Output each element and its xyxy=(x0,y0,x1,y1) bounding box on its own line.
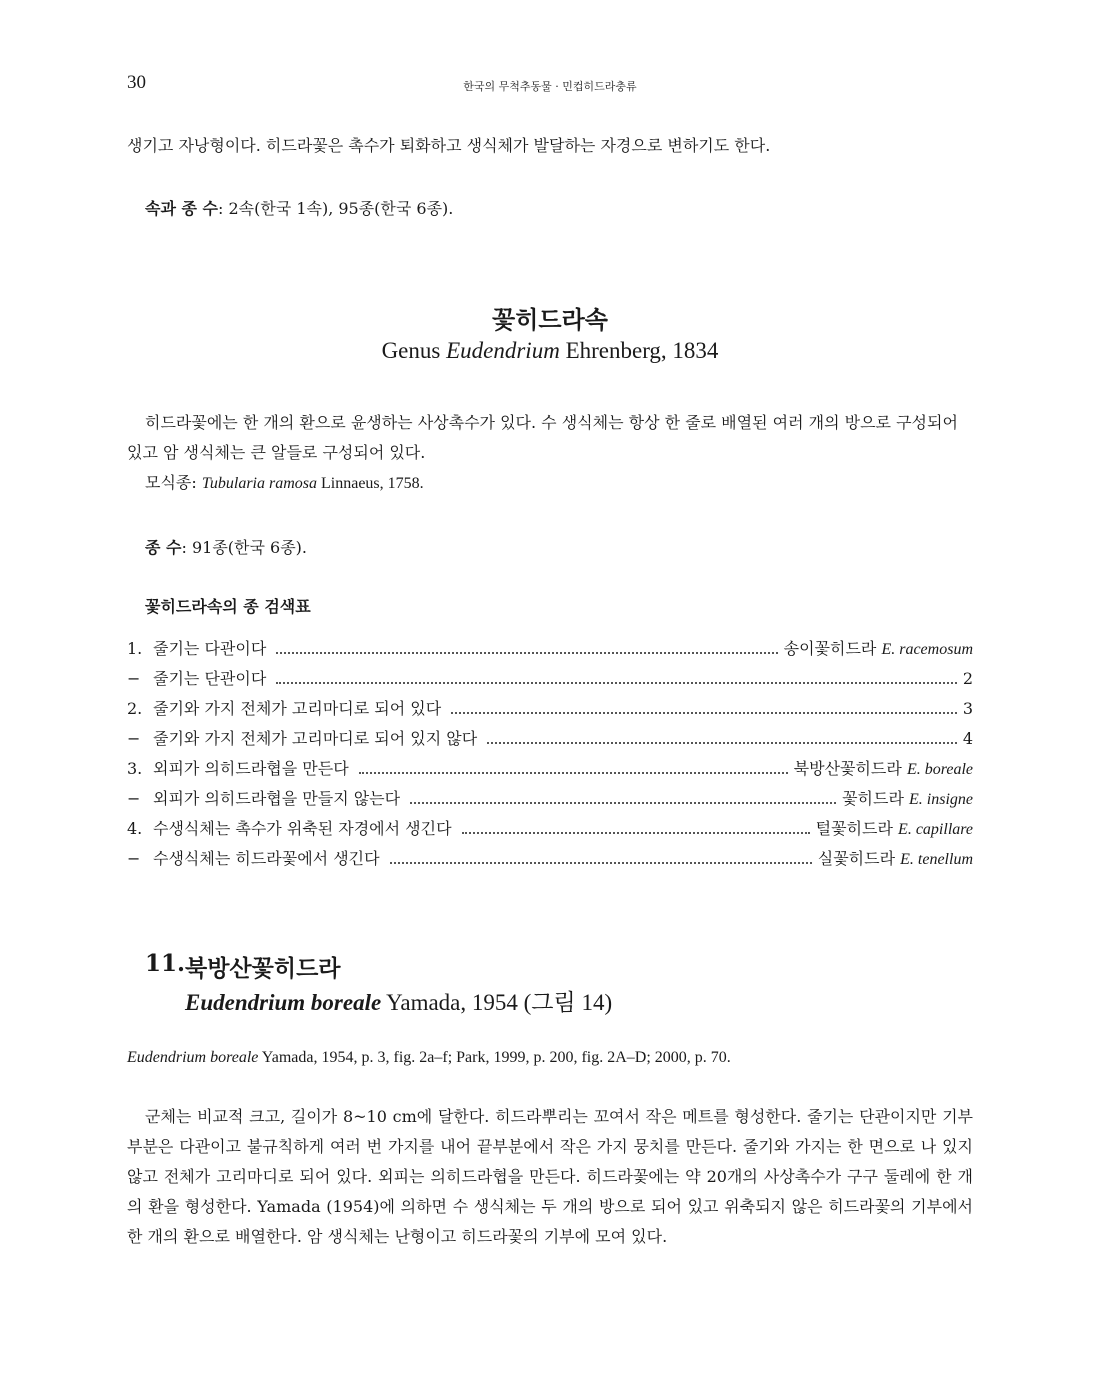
key-result xyxy=(957,729,973,749)
key-number: − xyxy=(127,729,141,748)
key-leader-dots xyxy=(451,712,957,714)
genus-counts-label: 종 수 xyxy=(145,538,182,557)
species-author: Yamada, 1954 (그림 14) xyxy=(381,990,613,1015)
key-row xyxy=(127,756,973,786)
genus-title-latin xyxy=(0,338,1100,364)
key-result-korean: 송이꽃히드라 xyxy=(783,639,882,658)
species-description: 군체는 비교적 크고, 길이가 8~10 cm에 달한다. 히드라뿌리는 꼬여서 작은 메트를 형성한다. 줄기는 단관이지만 기부 부분은 다관이고 불규칙하게 여러 번 가지를 내어 끝부분에서 작은 가지 뭉치를 만든다. 줄기와 가지는 한 면으로 나 있지 않고 전체가 고리마디로 되어 있다. 외피는 의히드라협을 만든다. 히드라꽃에는 약 20개의 사상촉수가 구구 둘레에 한 개의 환을 형성한다. Yamada (1954)에 의하면 수 생식체는 두 개의 방으로 되어 있고 위축되지 않은 히드라꽃의 기부에서 한 개의 환으로 배열한다. 암 생식체는 난형이고 히드라꽃의 기부에 모여 있다. xyxy=(127,1107,973,1246)
key-result xyxy=(810,816,973,839)
intro-text: 생기고 자낭형이다. 히드라꽃은 촉수가 퇴화하고 생식체가 발달하는 자경으로 변하기도 한다. xyxy=(127,136,771,155)
synonymy-scientific-name: Eudendrium boreale xyxy=(127,1049,259,1066)
key-result-korean: 2 xyxy=(962,669,973,688)
synonymy-references: Yamada, 1954, p. 3, fig. 2a–f; Park, 1999, p. 200, fig. 2A–D; 2000, p. 70. xyxy=(258,1049,731,1066)
key-result-korean: 털꽃히드라 xyxy=(815,819,899,838)
key-result-korean: 북방산꽃히드라 xyxy=(793,759,907,778)
key-result-korean: 4 xyxy=(962,729,973,748)
genus-title-prefix: Genus xyxy=(381,338,447,363)
key-result-korean: 3 xyxy=(962,699,973,718)
family-counts-value: : 2속(한국 1속), 95종(한국 6종). xyxy=(217,199,454,218)
key-result xyxy=(788,756,973,779)
key-row xyxy=(127,846,973,876)
genus-counts xyxy=(145,535,307,558)
key-title: 꽃히드라속의 종 검색표 xyxy=(145,597,311,616)
key-result xyxy=(957,669,973,689)
family-counts-label: 속과 종 수 xyxy=(145,199,218,218)
identification-key xyxy=(127,636,973,876)
species-name-korean: 북방산꽃히드라 xyxy=(185,955,341,982)
key-description: 외피가 의히드라협을 만든다 xyxy=(153,759,349,778)
page-number: 30 xyxy=(127,72,146,93)
genus-counts-value: : 91종(한국 6종). xyxy=(181,538,307,557)
key-result-korean: 실꽃히드라 xyxy=(817,849,901,868)
type-species-name: Tubularia ramosa xyxy=(201,475,317,492)
type-species-label: 모식종: xyxy=(145,473,202,492)
genus-title-korean: 꽃히드라속 xyxy=(492,305,608,334)
key-description: 줄기는 단관이다 xyxy=(153,669,267,688)
species-scientific-name: Eudendrium boreale xyxy=(185,990,382,1015)
species-synonymy xyxy=(127,1043,973,1073)
key-row xyxy=(127,726,973,756)
species-number: 11. xyxy=(145,950,186,977)
key-leader-dots xyxy=(276,682,957,684)
key-description: 줄기와 가지 전체가 고리마디로 되어 있지 않다 xyxy=(153,729,478,748)
key-description: 줄기는 다관이다 xyxy=(153,639,267,658)
key-result xyxy=(778,636,973,659)
key-number: 4. xyxy=(127,819,143,838)
type-species xyxy=(145,468,424,499)
running-title: 한국의 무척추동물 · 민컵히드라충류 xyxy=(463,80,637,93)
family-counts xyxy=(145,196,453,219)
key-result xyxy=(836,786,973,809)
type-species-author: Linnaeus, 1758. xyxy=(317,475,424,492)
key-leader-dots xyxy=(462,832,810,834)
key-result-scientific: E. racemosum xyxy=(881,641,973,658)
key-result-scientific: E. insigne xyxy=(909,791,973,808)
key-description: 수생식체는 히드라꽃에서 생긴다 xyxy=(153,849,380,868)
genus-description: 히드라꽃에는 한 개의 환으로 윤생하는 사상촉수가 있다. 수 생식체는 항상 한 줄로 배열된 여러 개의 방으로 구성되어 있고 암 생식체는 큰 알들로 구성되어 있다. xyxy=(127,413,958,462)
page-header xyxy=(127,72,973,96)
species-name-latin xyxy=(185,984,612,1017)
key-number: − xyxy=(127,669,141,688)
key-number: − xyxy=(127,849,141,868)
key-row xyxy=(127,666,973,696)
key-number: 2. xyxy=(127,699,143,718)
key-description: 외피가 의히드라협을 만들지 않는다 xyxy=(153,789,401,808)
key-result-scientific: E. capillare xyxy=(898,821,973,838)
key-leader-dots xyxy=(390,862,812,864)
key-leader-dots xyxy=(410,802,836,804)
key-row xyxy=(127,636,973,666)
key-leader-dots xyxy=(276,652,777,654)
key-leader-dots xyxy=(487,742,957,744)
key-row xyxy=(127,786,973,816)
key-row xyxy=(127,696,973,726)
key-result-scientific: E. boreale xyxy=(906,761,973,778)
key-number: 1. xyxy=(127,639,143,658)
key-description: 수생식체는 촉수가 위축된 자경에서 생긴다 xyxy=(153,819,452,838)
key-description: 줄기와 가지 전체가 고리마디로 되어 있다 xyxy=(153,699,442,718)
genus-title-author: Ehrenberg, 1834 xyxy=(559,338,719,363)
key-leader-dots xyxy=(359,772,788,774)
genus-title-genus: Eudendrium xyxy=(446,338,560,363)
key-result xyxy=(812,846,973,869)
key-number: − xyxy=(127,789,141,808)
key-row xyxy=(127,816,973,846)
key-number: 3. xyxy=(127,759,143,778)
key-result xyxy=(957,699,973,719)
key-result-korean: 꽃히드라 xyxy=(842,789,909,808)
key-result-scientific: E. tenellum xyxy=(900,851,973,868)
